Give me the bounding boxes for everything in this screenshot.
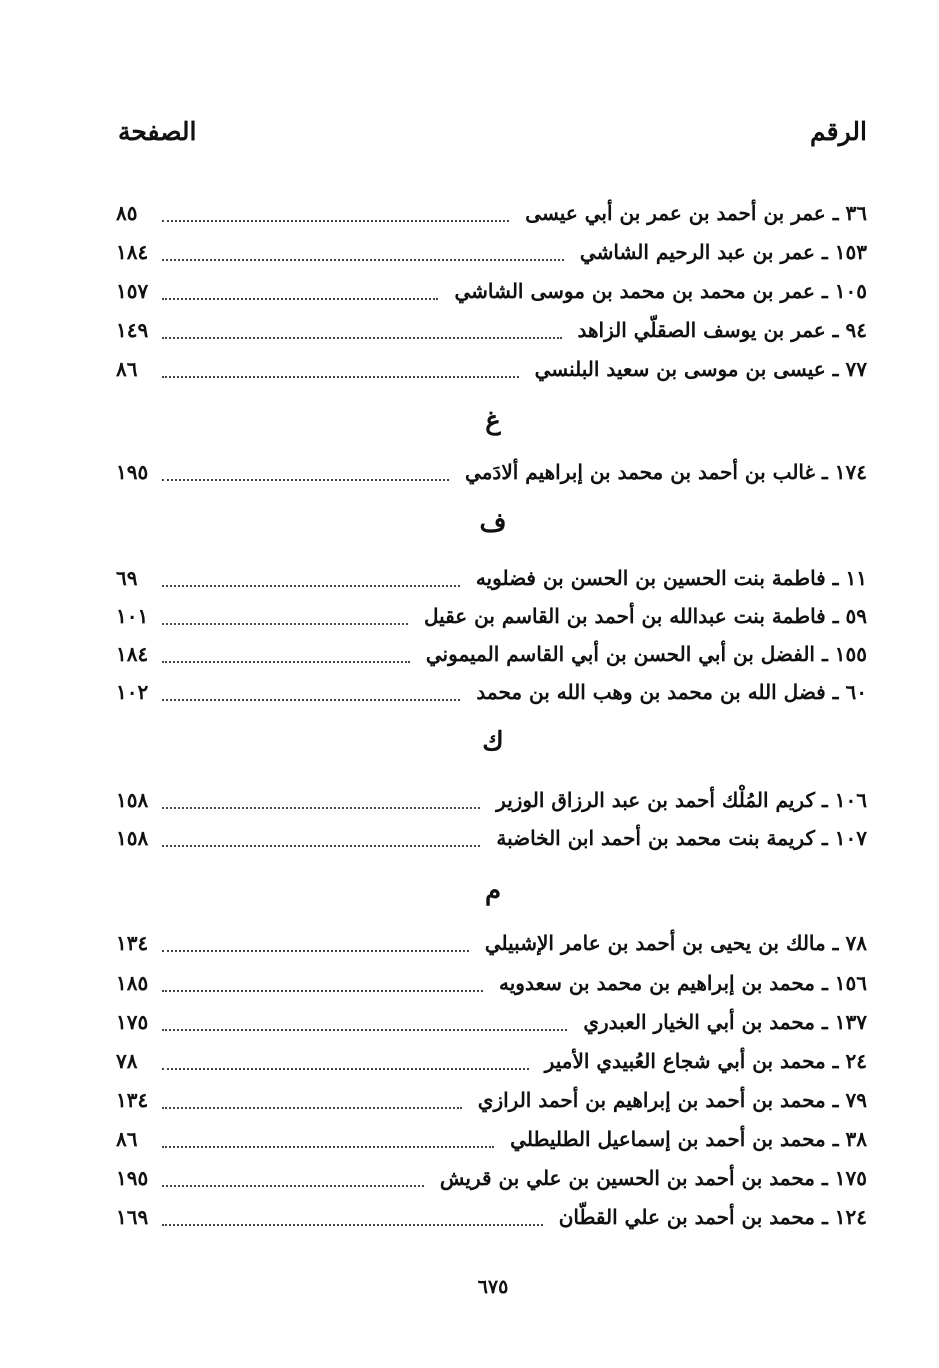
entry-text: ١٥٣ ـ عمر بن عبد الرحيم الشاشي [579, 240, 867, 264]
dot-leader [162, 990, 483, 992]
index-entry [116, 966, 867, 1000]
dot-leader [162, 699, 460, 701]
index-entry [116, 637, 867, 671]
index-entry [116, 1083, 867, 1117]
dot-leader [162, 807, 480, 809]
entry-page: ٧٨ [116, 1049, 138, 1073]
entry-page: ٦٩ [116, 566, 138, 590]
entry-page: ١٨٤ [116, 642, 149, 666]
entry-page: ٨٦ [116, 357, 138, 381]
entry-page: ١٣٤ [116, 1088, 149, 1112]
dot-leader [162, 1146, 494, 1148]
dot-leader [162, 623, 408, 625]
entry-page: ١٨٥ [116, 971, 149, 995]
index-entry [116, 783, 867, 817]
dot-leader [162, 950, 469, 952]
dot-leader [162, 1185, 424, 1187]
entry-text: ١٧٥ ـ محمد بن أحمد بن الحسين بن علي بن قريش [439, 1166, 867, 1190]
index-entry [116, 561, 867, 595]
section-letter: ك [482, 727, 504, 757]
dot-leader [162, 845, 480, 847]
index-entry [116, 1005, 867, 1039]
entry-page: ١٦٩ [116, 1205, 149, 1229]
dot-leader [162, 479, 449, 481]
index-entry [116, 1161, 867, 1195]
entry-page: ١٠٢ [116, 680, 149, 704]
entry-text: ٧٩ ـ محمد بن أحمد بن إبراهيم بن أحمد الرازي [477, 1088, 867, 1112]
page-number: ٦٧٥ [477, 1276, 509, 1298]
entry-page: ١٣٤ [116, 931, 149, 955]
entry-page: ٨٥ [116, 201, 138, 225]
entry-text: ١٠٧ ـ كريمة بنت محمد بن أحمد ابن الخاضبة [496, 826, 867, 850]
entry-page: ٨٦ [116, 1127, 138, 1151]
entry-page: ١٩٥ [116, 460, 149, 484]
section-letter: غ [485, 406, 501, 436]
entry-text: ٣٦ ـ عمر بن أحمد بن عمر بن أبي عيسى [525, 201, 867, 225]
dot-leader [162, 1224, 543, 1226]
entry-text: ١٧٤ ـ غالب بن أحمد بن محمد بن إبراهيم ألادَمي [465, 460, 867, 484]
dot-leader [162, 337, 562, 339]
entry-text: ١٠٥ ـ عمر بن محمد بن محمد بن موسى الشاشي [454, 279, 867, 303]
entry-page: ١٤٩ [116, 318, 149, 342]
index-entry [116, 599, 867, 633]
dot-leader [162, 585, 460, 587]
dot-leader [162, 1029, 567, 1031]
number-column-header: الرقم [810, 117, 867, 146]
entry-text: ١١ ـ فاطمة بنت الحسين بن الحسن بن فضلويه [475, 566, 867, 590]
entry-text: ٦٠ ـ فضل الله بن محمد بن وهب الله بن محمد [476, 680, 867, 704]
dot-leader [162, 376, 519, 378]
entry-text: ٧٨ ـ مالك بن يحيى بن أحمد بن عامر الإشبيلي [484, 931, 867, 955]
entry-page: ١٠١ [116, 604, 149, 628]
dot-leader [162, 1068, 529, 1070]
entry-text: ٧٧ ـ عيسى بن موسى بن سعيد البلنسي [534, 357, 867, 381]
entry-text: ٩٤ ـ عمر بن يوسف الصقلّي الزاهد [577, 318, 867, 342]
index-entry [116, 675, 867, 709]
entry-text: ١٥٥ ـ الفضل بن أبي الحسن بن أبي القاسم الميموني [425, 642, 867, 666]
index-entry [116, 926, 867, 960]
entry-page: ١٥٨ [116, 788, 149, 812]
section-letter: ف [479, 508, 507, 538]
entry-text: ١٣٧ ـ محمد بن أبي الخيار العبدري [583, 1010, 867, 1034]
index-entry [116, 196, 867, 230]
dot-leader [162, 220, 509, 222]
entry-page: ١٨٤ [116, 240, 149, 264]
index-entry [116, 821, 867, 855]
dot-leader [162, 259, 564, 261]
entry-page: ١٧٥ [116, 1010, 149, 1034]
index-entry [116, 313, 867, 347]
index-entry [116, 235, 867, 269]
entry-page: ١٥٧ [116, 279, 149, 303]
dot-leader [162, 1107, 462, 1109]
index-entry [116, 274, 867, 308]
index-entry [116, 1044, 867, 1078]
index-entry [116, 455, 867, 489]
section-letter: م [484, 876, 502, 906]
entry-text: ٣٨ ـ محمد بن أحمد بن إسماعيل الطليطلي [510, 1127, 867, 1151]
index-entry [116, 1200, 867, 1234]
entry-text: ٢٤ ـ محمد بن أبي شجاع العُبيدي الأمير [544, 1049, 867, 1073]
entry-text: ١٠٦ ـ كريم المُلْك أحمد بن عبد الرزاق الوزير [496, 788, 867, 812]
entry-text: ٥٩ ـ فاطمة بنت عبدالله بن أحمد بن القاسم بن عقيل [423, 604, 867, 628]
page-column-header: الصفحة [118, 117, 197, 146]
index-entry [116, 1122, 867, 1156]
entry-page: ١٩٥ [116, 1166, 149, 1190]
entry-text: ١٥٦ ـ محمد بن إبراهيم بن محمد بن سعدويه [499, 971, 867, 995]
dot-leader [162, 661, 410, 663]
dot-leader [162, 298, 438, 300]
entry-page: ١٥٨ [116, 826, 149, 850]
entry-text: ١٢٤ ـ محمد بن أحمد بن علي القطّان [558, 1205, 867, 1229]
index-entry [116, 352, 867, 386]
